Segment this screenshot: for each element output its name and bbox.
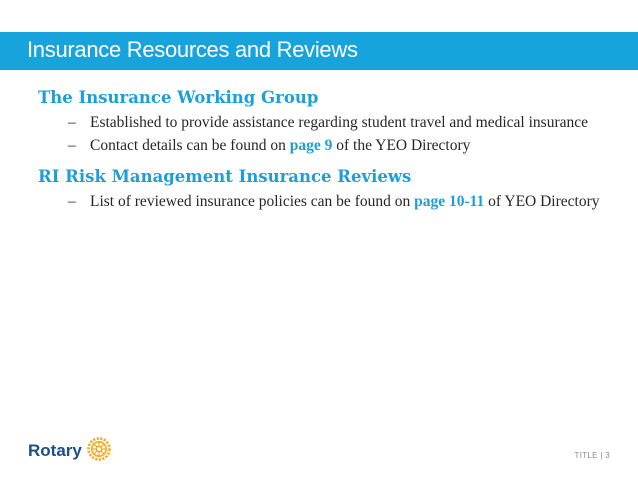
bullet-dash: – [68,137,76,154]
logo-text: Rotary [28,441,82,460]
bullet-dash: – [68,114,76,131]
page-number: TITLE | 3 [574,451,610,460]
section-heading: RI Risk Management Insurance Reviews [38,167,412,186]
section-heading: The Insurance Working Group [38,88,319,107]
bullet-text: List of reviewed insurance policies can be found on [90,193,415,210]
section-working-group [38,88,608,155]
bullet-list [38,113,608,155]
section-risk-management [38,167,608,211]
bullet-item [38,113,608,132]
bullet-text: Contact details can be found on [90,137,290,154]
bullet-text: Established to provide assistance regarding student travel and medical insurance [90,114,588,131]
slide-body [38,88,608,223]
slide-title: Insurance Resources and Reviews [27,37,358,62]
rotary-logo [28,434,112,468]
bullet-item [38,192,608,211]
bullet-text: of the YEO Directory [332,137,471,154]
bullet-dash: – [68,193,76,210]
page-reference: page 9 [289,137,333,154]
title-bar [0,32,638,70]
bullet-item [38,136,608,155]
page-reference: page 10-11 [414,193,485,210]
bullet-text: of YEO Directory [484,193,600,210]
rotary-wheel-icon [86,436,112,467]
bullet-list [38,192,608,211]
